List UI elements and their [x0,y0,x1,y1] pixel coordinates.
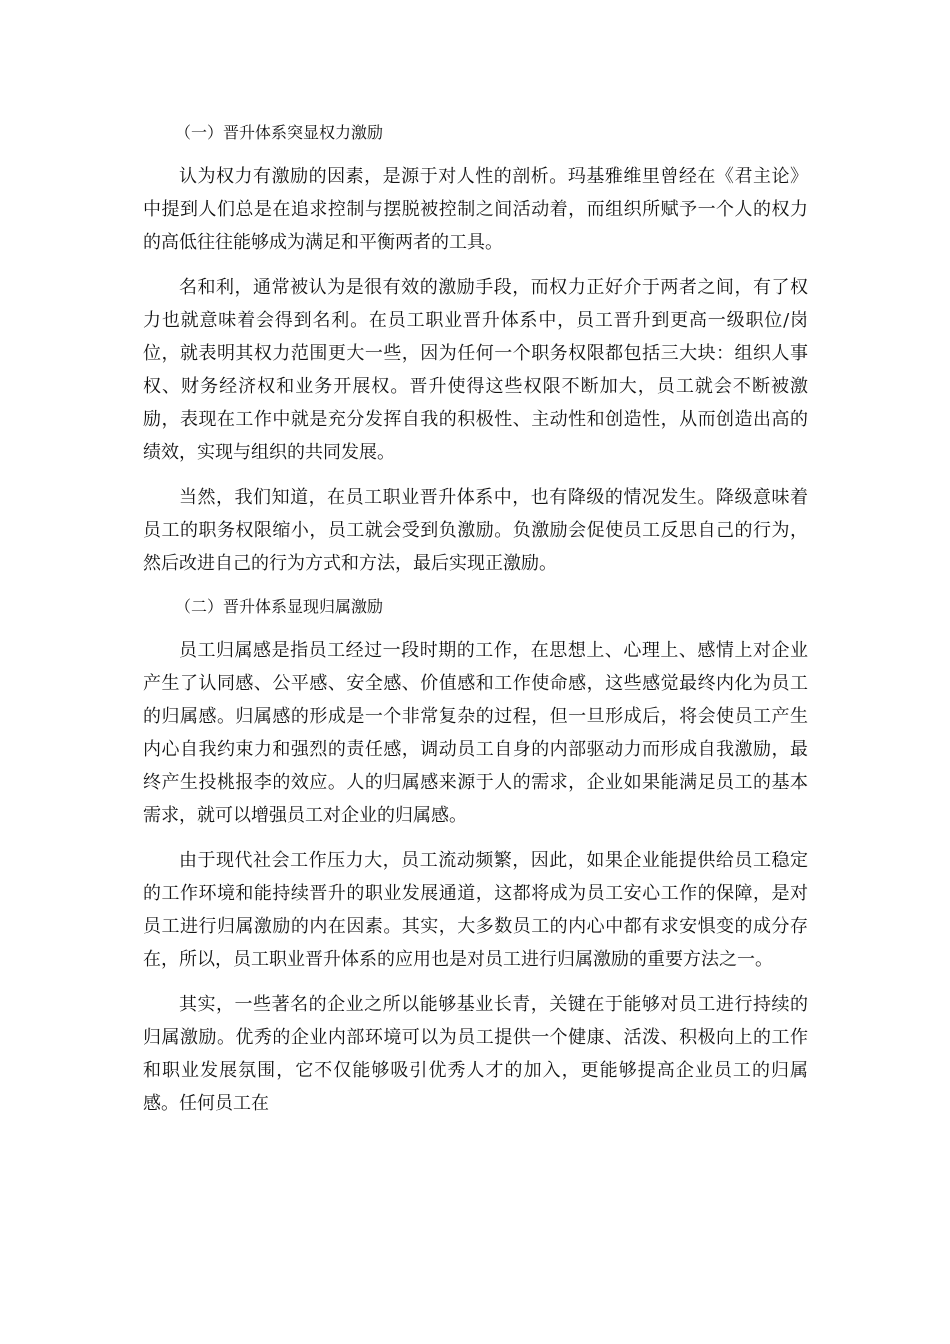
paragraph: 认为权力有激励的因素，是源于对人性的剖析。玛基雅维里曾经在《君主论》中提到人们总是在追求控制与摆脱被控制之间活动着，而组织所赋予一个人的权力的高低往往能够成为满足和平衡两者的工具。 [143,166,808,253]
section-heading-belonging-incentive: （二）晋升体系显现归属激励 [175,597,384,616]
paragraph: 由于现代社会工作压力大，员工流动频繁，因此，如果企业能提供给员工稳定的工作环境和能持续晋升的职业发展通道，这都将成为员工安心工作的保障，是对员工进行归属激励的内在因素。其实，大多数员工的内心中都有求安惧变的成分存在，所以，员工职业晋升体系的应用也是对员工进行归属激励的重要方法之一。 [143,850,808,970]
paragraph: 员工归属感是指员工经过一段时期的工作，在思想上、心理上、感情上对企业产生了认同感、公平感、安全感、价值感和工作使命感，这些感觉最终内化为员工的归属感。归属感的形成是一个非常复杂的过程，但一旦形成后，将会使员工产生内心自我约束力和强烈的责任感，调动员工自身的内部驱动力而形成自我激励，最终产生投桃报李的效应。人的归属感来源于人的需求，企业如果能满足员工的基本需求，就可以增强员工对企业的归属感。 [143,640,808,826]
document-page [143,118,808,1132]
paragraph: 名和利，通常被认为是很有效的激励手段，而权力正好介于两者之间，有了权力也就意味着会得到名利。在员工职业晋升体系中，员工晋升到更高一级职位/岗位，就表明其权力范围更大一些，因为任何一个职务权限都包括三大块：组织人事权、财务经济权和业务开展权。晋升使得这些权限不断加大，员工就会不断被激励，表现在工作中就是充分发挥自我的积极性、主动性和创造性，从而创造出高的绩效，实现与组织的共同发展。 [143,277,808,463]
paragraph: 其实，一些著名的企业之所以能够基业长青，关键在于能够对员工进行持续的归属激励。优秀的企业内部环境可以为员工提供一个健康、活泼、积极向上的工作和职业发展氛围，它不仅能够吸引优秀人才的加入，更能够提高企业员工的归属感。任何员工在 [143,994,808,1114]
paragraph: 当然，我们知道，在员工职业晋升体系中，也有降级的情况发生。降级意味着员工的职务权限缩小，员工就会受到负激励。负激励会促使员工反思自己的行为，然后改进自己的行为方式和方法，最后实现正激励。 [143,487,808,574]
section-heading-power-incentive: （一）晋升体系突显权力激励 [175,123,384,142]
